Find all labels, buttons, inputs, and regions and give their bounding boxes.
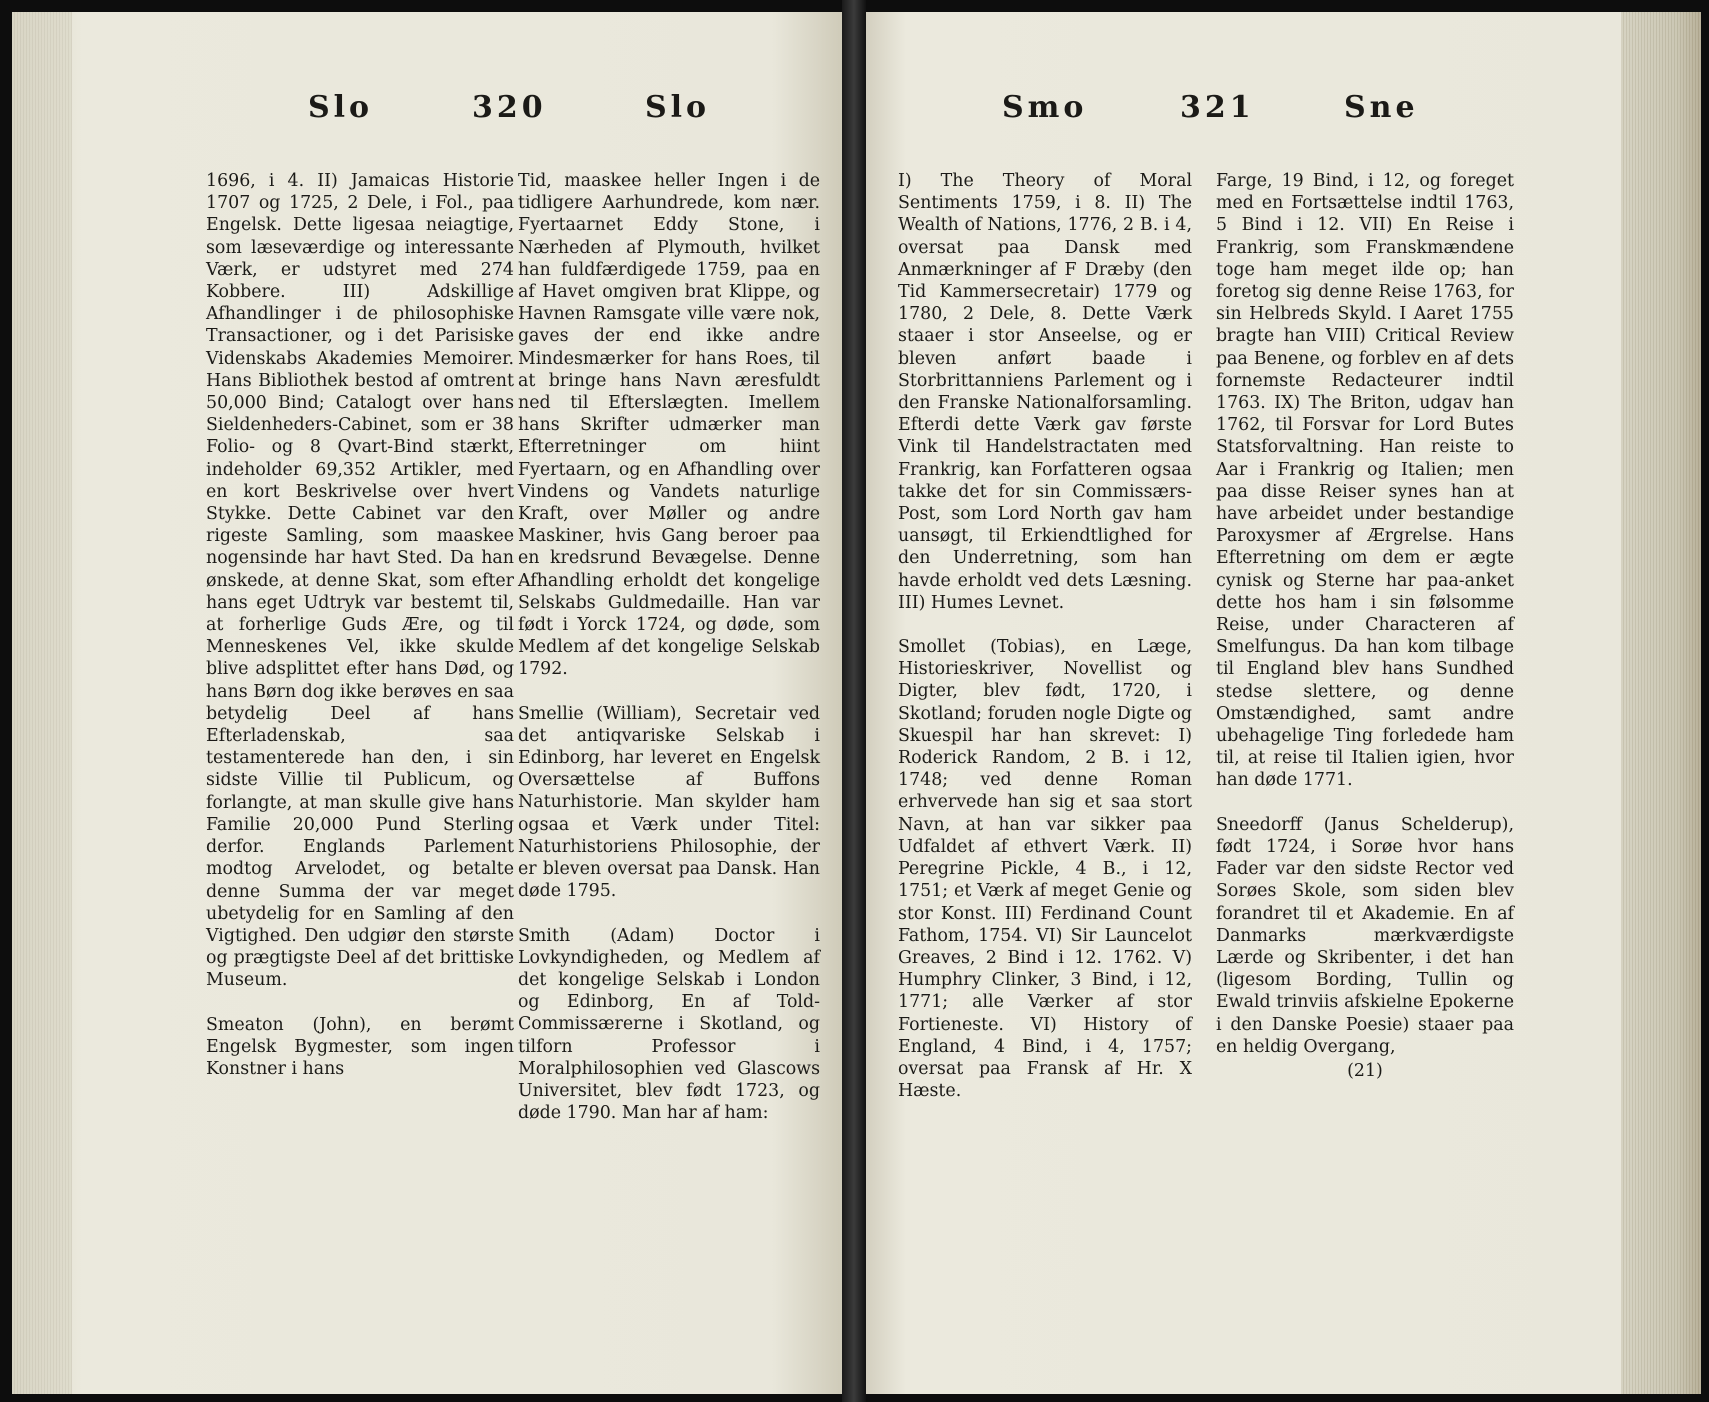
paragraph: I) The Theory of Moral Sentiments 1759, i 8. II) The Wealth of Nations, 1776, 2 B. i 4, oversat paa Dansk med Anmærkninger af F Dræby (den Tid Kammersecretair) 1779 og 1780, 2 Dele, 8. Dette Værk staaer i stor Anseelse, og er bleven anført baade i Storbrittanniens Parlement og i den Franske Nationalforsamling. Efterdi dette Værk gav første Vink til Handelstractaten med Frankrig, kan Forfatteren ogsaa takke det for sin Commissærs-Post, som Lord North gav ham uansøgt, til Erkiendtlighed for den Underretning, som han havde erholdt ved dets Læsning. III) Humes Levnet.: [898, 171, 1192, 613]
header-catchword-left: Slo: [308, 90, 374, 125]
encyclopedia-entry: Smellie (William), Secretair ved det antiqvariske Selskab i Edinborg, har leveret en Engelsk Oversættelse af Buffons Naturhistorie. Man skylder ham ogsaa et Værk under Titel: Naturhistoriens Philosophie, der er bleven oversat paa Dansk. Han døde 1795.: [518, 703, 820, 902]
encyclopedia-entry: Sneedorff (Janus Schelderup), født 1724, i Sorøe hvor hans Fader var den sidste Rector ved Sorøes Skole, som siden blev forandret til et Akademie. En af Danmarks mærkværdigste Lærde og Skribenter, i det han (ligesom Bording, Tullin og Ewald trinviis afskielne Epokerne i den Danske Poesie) staaer paa en heldig Overgang,: [1216, 814, 1514, 1057]
header-catchword-right: Slo: [645, 90, 711, 125]
left-page: [12, 12, 842, 1394]
paragraph: 1696, i 4. II) Jamaicas Historie 1707 og 1725, 2 Dele, i Fol., paa Engelsk. Dette ligesaa neiagtige, som læseværdige og interessante Værk, er udstyret med 274 Kobbere. III) Adskillige Afhandlinger i de philosophiske Transactioner, og i det Parisiske Videnskabs Akademies Memoirer. Hans Bibliothek bestod af omtrent 50,000 Bind; Catalogt over hans Sieldenheders-Cabinet, som er 38 Folio- og 8 Qvart-Bind stærkt, indeholder 69,352 Artikler, med en kort Beskrivelse over hvert Stykke. Dette Cabinet var den rigeste Samling, som maaskee nogensinde har havt Sted. Da han ønskede, at denne Skat, som efter hans eget Udtryk var bestemt til, at forherlige Guds Ære, og til Menneskenes Vel, ikke skulde blive adsplittet efter hans Død, og hans Børn dog ikke berøves en saa betydelig Deel af hans Efterladenskab, saa testamenterede han den, i sin sidste Villie til Publicum, og forlangte, at man skulle give hans Familie 20,000 Pund Sterling derfor. Englands Parlement modtog Arvelodet, og betalte denne Summa der var meget ubetydelig for en Samling af den Vigtighed. Den udgiør den største og prægtigste Deel af det brittiske Museum.: [206, 171, 514, 991]
text-column: [518, 170, 820, 1124]
header-catchword-right: Sne: [1344, 90, 1419, 125]
text-column: [898, 170, 1192, 1102]
text-column: [206, 170, 514, 1080]
page-number: 320: [472, 90, 547, 125]
right-page: [866, 12, 1701, 1394]
page-edges: [12, 12, 72, 1394]
encyclopedia-entry: Smollet (Tobias), en Læge, Historieskriver, Novellist og Digter, blev født, 1720, i Skotland; foruden nogle Digte og Skuespil har han skrevet: I) Roderick Random, 2 B. i 12, 1748; ved denne Roman erhvervede han sig et saa stort Navn, at han var sikker paa Udfaldet af ethvert Værk. II) Peregrine Pickle, 4 B., i 12, 1751; et Værk af meget Genie og stor Konst. III) Ferdinand Count Fathom, 1754. VI) Sir Launcelot Greaves, 2 Bind i 12. 1762. V) Humphry Clinker, 3 Bind, i 12, 1771; alle Værker af stor Fortieneste. VI) History of England, 4 Bind, i 4, 1757; oversat paa Fransk af Hr. X Hæste.: [898, 637, 1192, 1102]
paragraph: Farge, 19 Bind, i 12, og foreget med en Fortsættelse indtil 1763, 5 Bind i 12. VII) En Reise i Frankrig, som Franskmændene toge ham meget ilde op; han foretog sig denne Reise 1763, for sin Helbreds Skyld. I Aaret 1755 bragte han VIII) Critical Review paa Benene, og forblev en af dets fornemste Redacteurer indtil 1763. IX) The Briton, udgav han 1762, til Forsvar for Lord Butes Statsforvaltning. Han reiste to Aar i Frankrig og Italien; men paa disse Reiser synes han at have arbeidet under bestandige Paroxysmer af Ærgrelse. Hans Efterretning om dem er ægte cynisk og Sterne har paa-anket dette hos ham i sin følsomme Reise, under Characteren af Smelfungus. Da han kom tilbage til England blev hans Sundhed stedse slettere, og denne Omstændighed, samt andre ubehagelige Ting forledede ham til, at reise til Italien igien, hvor han døde 1771.: [1216, 171, 1514, 791]
encyclopedia-entry: Smith (Adam) Doctor i Lovkyndigheden, og Medlem af det kongelige Selskab i London og Edinborg, En af Told-Commissærerne i Skotland, og tilforn Professor i Moralphilosophien ved Glascows Universitet, blev født 1723, og døde 1790. Man har af ham:: [518, 925, 820, 1124]
paragraph: Tid, maaskee heller Ingen i de tidligere Aarhundrede, kom nær. Fyertaarnet Eddy Stone, i Nærheden af Plymouth, hvilket han fuldfærdigede 1759, paa en af Havet omgiven brat Klippe, og Havnen Ramsgate ville være nok, gaves der end ikke andre Mindesmærker for hans Roes, til at bringe hans Navn æresfuldt ned til Efterslægten. Imellem hans Skrifter udmærker man Efterretninger om hiint Fyertaarn, og en Afhandling over Vindens og Vandets naturlige Kraft, over Møller og andre Maskiner, hvis Gang beroer paa en kredsrund Bevægelse. Denne Afhandling erholdt det kongelige Selskabs Guldmedaille. Han var født i Yorck 1724, og døde, som Medlem af det kongelige Selskab 1792.: [518, 171, 820, 680]
page-edges: [1621, 12, 1701, 1394]
header-catchword-left: Smo: [1002, 90, 1088, 125]
book-spine: [842, 0, 866, 1402]
encyclopedia-entry: Smeaton (John), en berømt Engelsk Bygmester, som ingen Konstner i hans: [206, 1014, 514, 1079]
signature-mark: (21): [1347, 1060, 1383, 1081]
page-number: 321: [1180, 90, 1255, 125]
text-column: [1216, 170, 1514, 1082]
